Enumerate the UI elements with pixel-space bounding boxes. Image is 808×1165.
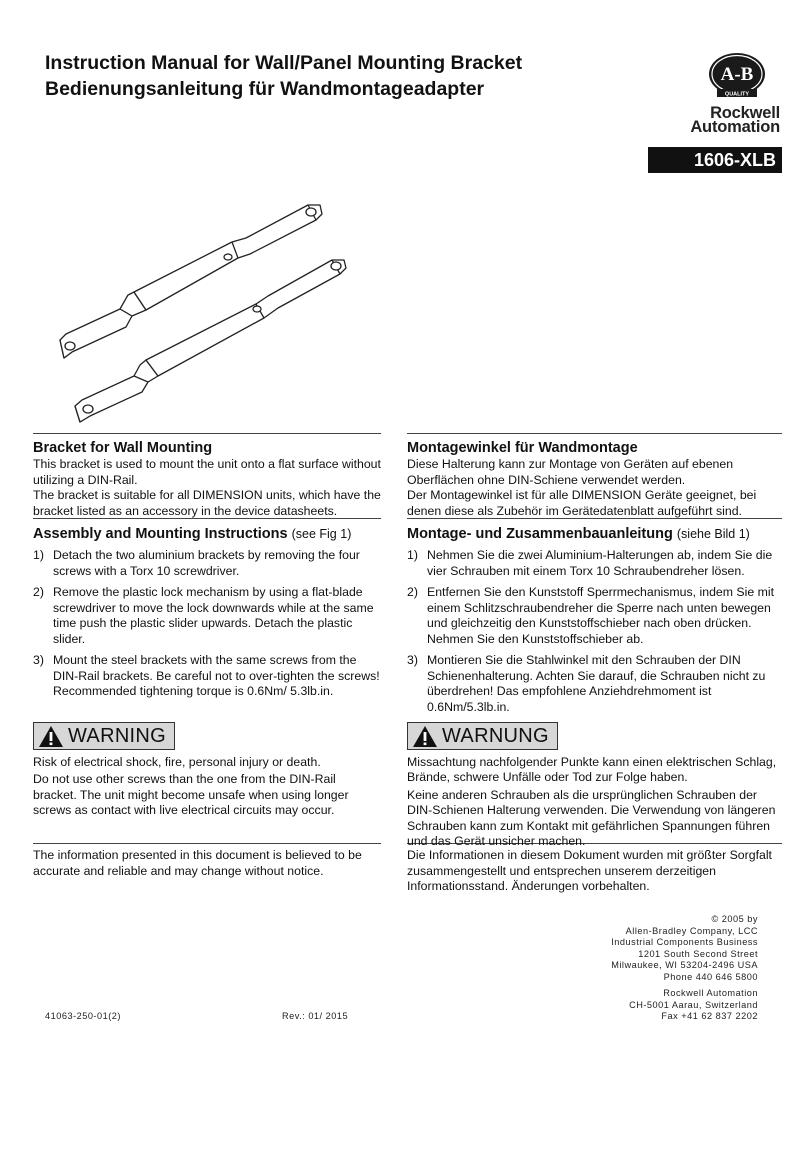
document-title xyxy=(45,50,522,102)
warning-label xyxy=(407,722,558,750)
paragraph: The bracket is suitable for all DIMENSION units, which have the bracket listed as an accessory in the device datasheets. xyxy=(33,488,381,518)
list-item: 1) Detach the two aluminium brackets by removing the four screws with a Torx 10 screwdriver. xyxy=(33,548,360,578)
warning-label xyxy=(33,722,175,750)
list-item: 1) Nehmen Sie die zwei Aluminium-Halterungen ab, indem Sie die vier Schrauben mit einem Torx 10 Schraubendreher lösen. xyxy=(407,548,773,578)
instruction-list xyxy=(407,548,782,715)
right-section-wall-mounting xyxy=(407,439,782,519)
disclaimer-text: The information presented in this document is believed to be accurate and reliable and may change without notice. xyxy=(33,848,362,878)
right-section-assembly xyxy=(407,525,782,721)
right-warning-block xyxy=(407,722,782,850)
address-line: Fax +41 62 837 2202 xyxy=(661,1011,758,1021)
section-heading xyxy=(33,525,381,543)
section-heading-text: Assembly and Mounting Instructions xyxy=(33,526,288,542)
figure-reference: (see Fig 1) xyxy=(291,527,352,541)
model-number-badge: 1606-XLB xyxy=(648,147,782,173)
section-heading: Montagewinkel für Wandmontage xyxy=(407,440,638,456)
address-line: Milwaukee, WI 53204-2496 USA xyxy=(611,960,758,970)
logo-quality-text: QUALITY xyxy=(724,91,750,98)
warning-triangle-icon xyxy=(38,725,64,748)
paragraph: Keine anderen Schrauben als die ursprünglichen Schrauben der DIN-Schienen Halterung verwenden. Die Verwendung von längeren Schrauben kann zum Kontakt mit gefährlichen Spannungen führen und das Gerät unsicher machen. xyxy=(407,787,776,848)
section-heading xyxy=(407,525,782,543)
paragraph: Do not use other screws than the one from the DIN-Rail bracket. The unit might become unsafe when using longer screws as contact with live electrical circuits may occur. xyxy=(33,772,349,817)
divider-left-top xyxy=(33,433,381,434)
paragraph: Diese Halterung kann zur Montage von Geräten auf ebenen Oberflächen ohne DIN-Schiene verwendet werden. xyxy=(407,457,734,487)
company-address xyxy=(590,914,758,1023)
address-line: Rockwell Automation xyxy=(663,988,758,998)
paragraph: Der Montagewinkel ist für alle DIMENSION Geräte geeignet, bei denen diese als Zubehör im Gerätedatenblatt aufgeführt sind. xyxy=(407,488,757,518)
list-item: 3) Montieren Sie die Stahlwinkel mit den Schrauben der DIN Schienenhalterung. Achten Sie darauf, die Schrauben nicht zu überdrehen! Das empfohlene Anziehdrehmoment ist 0.6Nm/5.3lb.in. xyxy=(407,653,766,714)
document-number: 41063-250-01(2) xyxy=(45,1011,121,1021)
left-section-assembly xyxy=(33,525,381,706)
instruction-list xyxy=(33,548,381,700)
paragraph: This bracket is used to mount the unit onto a flat surface without utilizing a DIN-Rail. xyxy=(33,457,381,487)
left-warning-block xyxy=(33,722,381,819)
brand-automation: Automation xyxy=(690,118,780,136)
revision-number: Rev.: 01/ 2015 xyxy=(282,1011,349,1021)
left-section-wall-mounting xyxy=(33,439,381,519)
warning-label-text: WARNING xyxy=(68,724,167,747)
bracket-figure xyxy=(50,200,360,430)
warning-label-text: WARNUNG xyxy=(442,724,549,747)
title-german: Bedienungsanleitung für Wandmontageadapter xyxy=(45,78,485,100)
list-item: 2) Entfernen Sie den Kunststoff Sperrmechanismus, indem Sie mit einem Schlitzschraubendreher die Sperre nach unten bewegen und gleichzeitig den Kunststoffschieber nach oben drücken. Nehmen Sie den Kunststoffschieber ab. xyxy=(407,585,774,646)
divider-left-bottom xyxy=(33,843,381,844)
logo-mark-text: A-B xyxy=(720,64,754,85)
address-line: Allen-Bradley Company, LCC xyxy=(625,925,758,936)
company-logo xyxy=(660,52,780,134)
right-disclaimer xyxy=(407,848,782,895)
copyright-line: © 2005 by xyxy=(711,914,758,924)
section-heading-text: Montage- und Zusammenbauanleitung xyxy=(407,526,673,542)
bracket-illustration-icon xyxy=(50,200,360,425)
allen-bradley-logo-icon xyxy=(708,52,766,100)
address-line: Industrial Components Business xyxy=(611,937,758,947)
paragraph: Missachtung nachfolgender Punkte kann einen elektrischen Schlag, Brände, schwere Unfälle oder Tod zur Folge haben. xyxy=(407,754,777,784)
title-english: Instruction Manual for Wall/Panel Mounting Bracket xyxy=(45,52,523,74)
section-heading: Bracket for Wall Mounting xyxy=(33,440,213,456)
list-item: 3) Mount the steel brackets with the same screws from the DIN-Rail brackets. Be careful not to over-tighten the screws! Recommended tightening torque is 0.6Nm/ 5.3lb.in. xyxy=(33,653,380,698)
paragraph: Risk of electrical shock, fire, personal injury or death. xyxy=(33,754,321,769)
divider-right-top xyxy=(407,433,782,434)
list-item: 2) Remove the plastic lock mechanism by using a flat-blade screwdriver to move the lock downwards while at the same time push the plastic slider upwards. Detach the plastic slider. xyxy=(33,585,374,646)
figure-reference: (siehe Bild 1) xyxy=(676,527,750,541)
warning-triangle-icon xyxy=(412,725,438,748)
address-line: Phone 440 646 5800 xyxy=(663,971,758,982)
address-line: CH-5001 Aarau, Switzerland xyxy=(629,999,758,1010)
address-line: 1201 South Second Street xyxy=(638,948,758,959)
disclaimer-text: Die Informationen in diesem Dokument wurden mit größter Sorgfalt zusammengestellt und entsprechen unserem derzeitigen Informationsstand. Änderungen vorbehalten. xyxy=(407,848,772,893)
brand-rockwell: Rockwell xyxy=(710,104,780,122)
left-disclaimer xyxy=(33,848,381,879)
